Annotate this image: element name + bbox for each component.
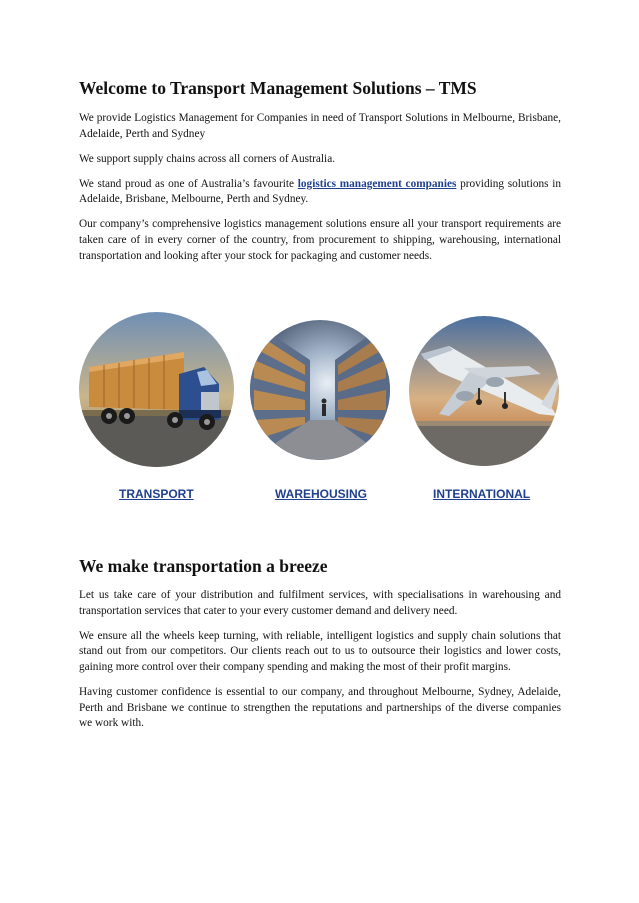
international-link[interactable]: INTERNATIONAL [433,487,531,501]
section-title: We make transportation a breeze [79,556,328,576]
logistics-management-link[interactable]: logistics management companies [297,177,457,190]
international-image[interactable] [409,316,559,466]
transportation-section [79,556,561,741]
service-labels [79,487,561,507]
intro-section [79,78,561,274]
page-title: Welcome to Transport Management Solutions – TMS [79,78,477,98]
transport-image[interactable] [79,312,234,467]
section-paragraph-1: Let us take care of your distribution and fulfilment services, with specialisations in warehousing and transportation services that cater to your every customer demand and delivery need. [79,589,561,617]
truck-illustration [79,312,234,467]
intro-paragraph-1: We provide Logistics Management for Companies in need of Transport Solutions in Melbourne, Brisbane, Adelaide, Perth and Sydney [79,112,561,140]
intro-paragraph-3 [79,177,561,208]
transport-link[interactable]: TRANSPORT [119,487,194,501]
intro-paragraph-2: We support supply chains across all corners of Australia. [79,152,336,165]
warehousing-image[interactable] [250,320,390,460]
section-paragraph-2: We ensure all the wheels keep turning, with reliable, intelligent logistics and supply chain solutions that stand out from our competitors. Our clients reach out to us to outsource their logistics and lower costs, gaining more control over their company spending and making the most of their profit margins. [79,629,561,673]
section-paragraph-3: Having customer confidence is essential to our company, and throughout Melbourne, Sydney, Adelaide, Perth and Brisbane we continue to strengthen the reputations and partnerships of the diverse companies we work with. [79,685,561,730]
warehousing-link[interactable]: WAREHOUSING [275,487,368,501]
service-images [79,312,559,452]
intro-paragraph-4: Our company’s comprehensive logistics management solutions ensure all your transport requirements are taken care of in every corner of the country, from procurement to shipping, warehousing, international transportation and looking after your stock for packaging and customer needs. [79,218,561,262]
airplane-illustration [409,316,559,466]
warehouse-illustration [250,320,390,460]
intro-p3-after: providing solutions in Adelaide, Brisbane, Melbourne, Perth and Sydney. [79,177,562,206]
intro-p3-before: We stand proud as one of Australia’s favourite [79,177,298,190]
